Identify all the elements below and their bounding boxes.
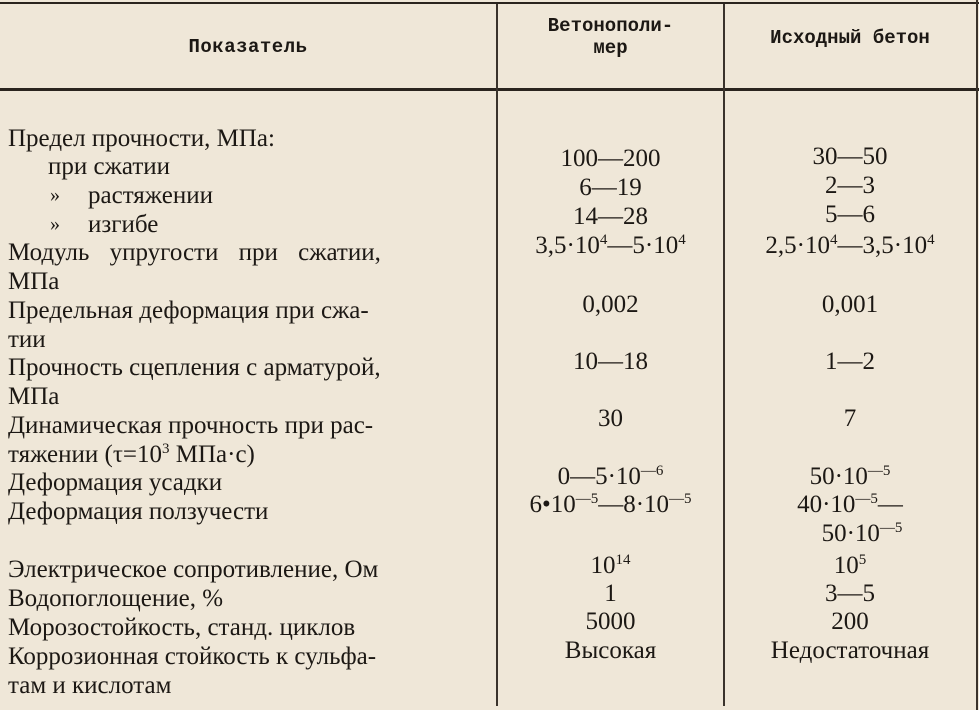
modulus-label-line1: Модуль упругости при сжатии, <box>8 239 381 266</box>
corrosion-concrete: Недостаточная <box>770 637 930 664</box>
water-absorption-label: Водопоглощение, % <box>8 585 224 612</box>
corrosion-label-line2: там и кислотам <box>8 672 172 699</box>
exponent: —5 <box>575 491 599 507</box>
exponent: 14 <box>615 552 631 568</box>
exponent: 4 <box>830 232 838 248</box>
creep-concrete-line2 <box>725 519 975 548</box>
creep-label: Деформация ползучести <box>8 498 269 525</box>
value-part: 50·10 <box>821 520 880 547</box>
frost-resistance-label: Морозостойкость, станд. циклов <box>8 614 356 641</box>
shrinkage-polymer <box>498 462 723 491</box>
value-part: —3,5·10 <box>837 232 928 259</box>
tension-label: растяжении <box>88 182 213 209</box>
value-part: —5·10 <box>607 232 679 259</box>
dynamic-strength-label-line1: Динамическая прочность при рас- <box>8 412 374 439</box>
shrinkage-label: Деформация усадки <box>8 469 223 496</box>
tension-concrete: 2—3 <box>825 172 875 199</box>
value-part: 0—5·10 <box>557 463 641 490</box>
ultimate-deformation-concrete: 0,001 <box>821 291 879 318</box>
label-part: тяжении (τ=10 <box>8 441 162 468</box>
exponent: —6 <box>640 463 664 479</box>
ultimate-deformation-label-line1: Предельная деформация при сжа- <box>8 297 369 324</box>
exponent: 4 <box>599 232 608 248</box>
value-part: 6•10 <box>529 491 576 518</box>
resistance-label: Электрическое сопротивление, Ом <box>8 556 379 583</box>
corrosion-label-line1: Коррозионная стойкость к сульфа- <box>8 643 377 670</box>
bending-polymer: 14—28 <box>573 203 648 230</box>
value-part: — <box>877 491 903 518</box>
header-polymer-concrete <box>498 15 723 59</box>
value-part: 40·10 <box>797 491 856 518</box>
dynamic-strength-polymer: 30 <box>598 405 623 432</box>
compression-concrete: 30—50 <box>812 143 888 170</box>
ultimate-deformation-polymer: 0,002 <box>582 291 639 318</box>
resistance-concrete <box>725 551 975 580</box>
exponent: 4 <box>927 232 935 248</box>
ditto-mark: » <box>50 213 60 235</box>
compression-polymer: 100—200 <box>560 145 661 172</box>
header-indicator: Показатель <box>188 36 308 58</box>
bond-strength-label-line1: Прочность сцепления с арматурой, <box>8 354 381 381</box>
exponent: —5 <box>867 463 891 479</box>
frost-resistance-concrete: 200 <box>831 608 869 635</box>
strength-title: Предел прочности, МПа: <box>8 125 275 152</box>
header-source-concrete: Исходный бетон <box>770 27 930 49</box>
creep-concrete-line1 <box>725 490 975 519</box>
corrosion-polymer: Высокая <box>564 637 657 664</box>
value-part: —8·10 <box>598 491 670 518</box>
exponent: 3 <box>162 441 170 457</box>
bond-strength-concrete: 1—2 <box>825 348 875 375</box>
ditto-mark: » <box>50 184 60 206</box>
bending-label: изгибе <box>88 211 159 238</box>
exponent: —5 <box>879 520 903 536</box>
exponent: 4 <box>678 232 686 248</box>
dynamic-strength-concrete: 7 <box>843 405 857 432</box>
header-polymer-line2: мер <box>593 37 628 59</box>
header-bottom-rule <box>0 88 979 91</box>
water-absorption-concrete: 3—5 <box>825 580 875 607</box>
dynamic-strength-label-line2 <box>8 440 255 469</box>
modulus-polymer <box>498 231 723 260</box>
label-part: МПа·с) <box>169 441 255 468</box>
shrinkage-concrete <box>725 462 975 491</box>
bond-strength-polymer: 10—18 <box>573 348 648 375</box>
bending-concrete: 5—6 <box>825 201 875 228</box>
ultimate-deformation-label-line2: тии <box>8 326 46 353</box>
table-right-border <box>976 0 978 710</box>
value-part: 10 <box>833 552 859 579</box>
bond-strength-label-line2: МПа <box>8 383 60 410</box>
header-polymer-line1: Ветонополи- <box>547 15 674 37</box>
value-part: 10 <box>590 552 616 579</box>
exponent: —5 <box>855 491 878 507</box>
creep-polymer <box>498 490 723 519</box>
exponent: 5 <box>858 552 867 568</box>
value-part: 3,5·10 <box>535 232 600 259</box>
resistance-polymer <box>498 551 723 580</box>
water-absorption-polymer: 1 <box>604 580 617 607</box>
value-part: 2,5·10 <box>765 232 830 259</box>
value-part: 50·10 <box>809 463 868 490</box>
compression-label: при сжатии <box>48 153 171 180</box>
table-top-rule <box>0 2 979 4</box>
tension-polymer: 6—19 <box>579 174 642 201</box>
modulus-label-line2: МПа <box>8 268 60 295</box>
exponent: —5 <box>669 491 692 507</box>
frost-resistance-polymer: 5000 <box>585 608 636 635</box>
modulus-concrete <box>725 231 975 260</box>
